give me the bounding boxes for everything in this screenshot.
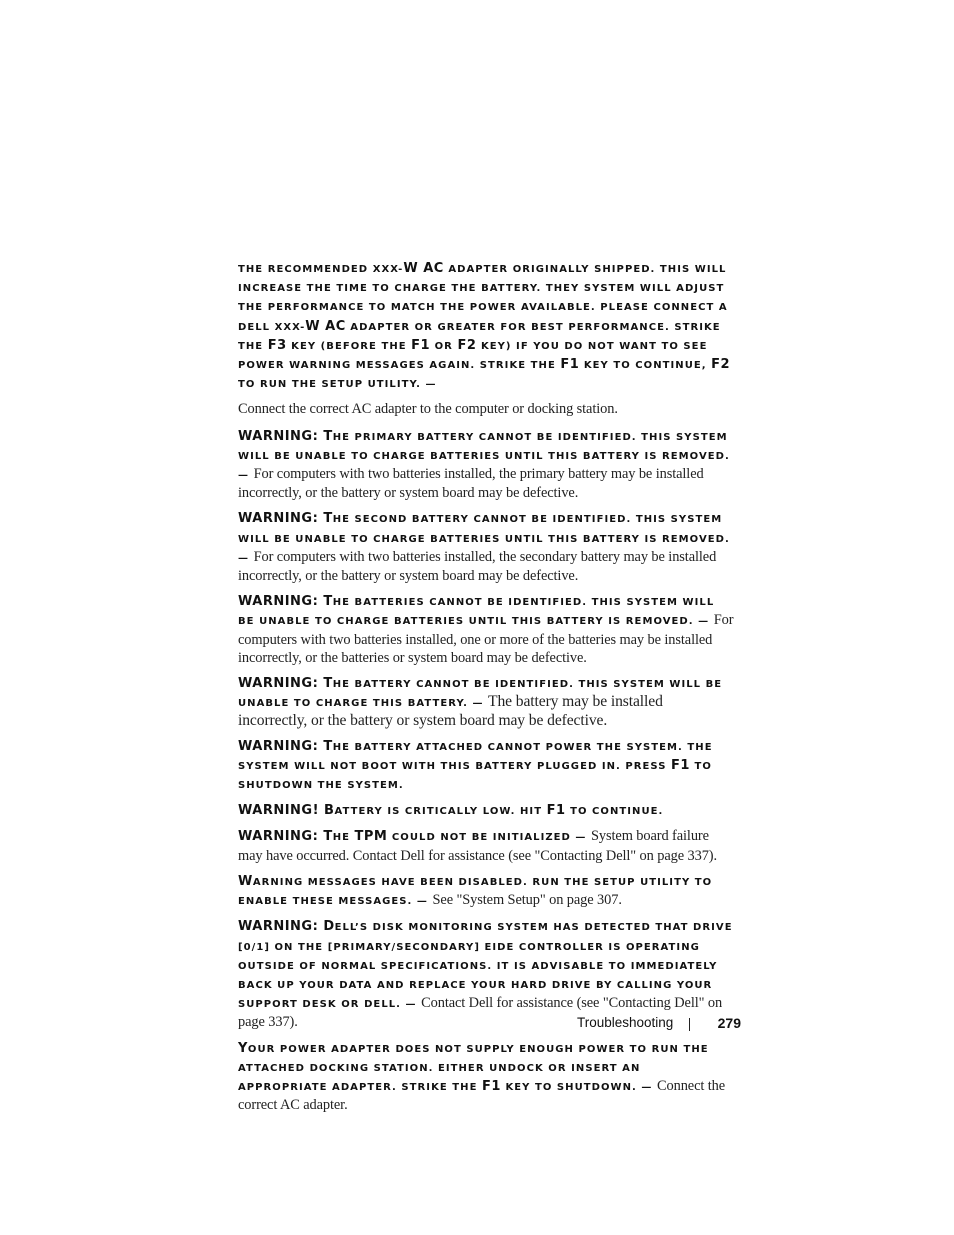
message-heading-text: KEY TO CONTINUE,: [579, 360, 712, 372]
message-heading-text: WARNING: T: [238, 594, 333, 610]
message-entry: [238, 400, 734, 418]
message-heading-text: WARNING: T: [238, 428, 333, 444]
message-heading-text: TO CONTINUE.: [565, 806, 664, 818]
message-entry: [238, 1039, 734, 1115]
message-heading-text: WARNING: D: [238, 919, 335, 935]
message-heading-text: ARNING MESSAGES HAVE BEEN DISABLED. RUN THE SETUP UTILITY TO ENABLE THESE MESSAGES. —: [238, 876, 713, 908]
message-heading-text: TO SHUTDOWN THE SYSTEM.: [238, 760, 712, 792]
description-text: The battery may be installed incorrectly, or the battery or system board may be defective.: [238, 693, 663, 730]
page-footer: [577, 1015, 742, 1035]
message-heading-text: KEY (BEFORE THE: [286, 340, 412, 352]
message-heading-text: HE BATTERIES CANNOT BE IDENTIFIED. THIS SYSTEM WILL BE UNABLE TO CHARGE BATTERIES UNTIL THIS BATTERY IS REMOVED. —: [238, 597, 715, 628]
description-text: For computers with two batteries installed, the primary battery may be installed incorrectly, or the battery or system board may be defective.: [238, 466, 704, 502]
page-number: 279: [717, 1015, 741, 1031]
message-entry: [238, 674, 734, 730]
description-text: Connect the correct AC adapter to the computer or docking station.: [238, 401, 618, 418]
message-entry: [238, 801, 734, 820]
message-heading-text: W AC: [305, 318, 346, 334]
message-heading-text: THE RECOMMENDED XXX-: [238, 264, 404, 275]
message-entry: [238, 509, 734, 585]
message-entry: [238, 827, 734, 864]
message-heading-text: HE BATTERY ATTACHED CANNOT POWER THE SYSTEM. THE SYSTEM WILL NOT BOOT WITH THIS BATTERY PLUGGED IN. PRESS: [238, 741, 713, 772]
message-heading-text: TPM: [354, 829, 388, 845]
message-heading-text: ADAPTER ORIGINALLY SHIPPED. THIS WILL INCREASE THE TIME TO CHARGE THE BATTERY. THEY SYSTEM WILL ADJUST THE PERFORMANCE TO MATCH THE POWER AVAILABLE. PLEASE CONNECT A DELL XXX-: [238, 264, 728, 333]
message-heading-text: WARNING: T: [238, 511, 333, 527]
message-heading-text: F1: [546, 803, 566, 819]
message-heading-text: TO RUN THE SETUP UTILITY. —: [238, 379, 437, 391]
message-heading-text: COULD NOT BE INITIALIZED —: [387, 832, 592, 844]
message-heading-text: Y: [238, 1040, 248, 1056]
description-text: See "System Setup" on page 307.: [432, 892, 622, 909]
message-heading-text: ADAPTER OR GREATER FOR BEST PERFORMANCE. STRIKE THE: [238, 321, 721, 352]
footer-divider: [689, 1018, 690, 1031]
message-entry: [238, 427, 734, 503]
message-heading-text: F1: [671, 757, 690, 773]
page-content: [238, 259, 734, 1121]
footer-section-title: Troubleshooting: [577, 1015, 674, 1030]
message-entry: [238, 259, 734, 393]
message-heading-text: W AC: [403, 261, 444, 276]
message-heading-text: WARNING: T: [238, 676, 333, 692]
description-text: System board failure may have occurred. Contact Dell for assistance (see "Contacting Dell" on page 337).: [238, 828, 717, 864]
message-heading-text: HE BATTERY CANNOT BE IDENTIFIED. THIS SYSTEM WILL BE UNABLE TO CHARGE THIS BATTERY. —: [238, 679, 723, 710]
message-entry: [238, 737, 734, 795]
message-heading-text: F1: [560, 357, 580, 373]
description-text: Contact Dell for assistance (see "Contacting Dell" on page 337).: [238, 995, 723, 1031]
message-heading-text: KEY) IF YOU DO NOT WANT TO SEE POWER WARNING MESSAGES AGAIN. STRIKE THE: [238, 340, 708, 372]
message-heading-text: WARNING: T: [238, 829, 333, 845]
message-heading-text: F3: [267, 337, 287, 353]
message-heading-text: F1: [481, 1078, 501, 1094]
message-heading-text: F2: [457, 337, 477, 353]
message-heading-text: HE PRIMARY BATTERY CANNOT BE IDENTIFIED. THIS SYSTEM WILL BE UNABLE TO CHARGE BATTERIES UNTIL THIS BATTERY IS REMOVED. —: [238, 431, 730, 482]
message-heading-text: F2: [711, 357, 731, 373]
message-heading-text: ATTERY IS CRITICALLY LOW. HIT: [334, 806, 547, 818]
description-text: Connect the correct AC adapter.: [238, 1077, 726, 1114]
message-heading-text: WARNING! B: [238, 803, 335, 819]
message-heading-text: W: [238, 873, 253, 889]
message-heading-text: HE: [332, 832, 355, 844]
message-heading-text: KEY TO SHUTDOWN. —: [500, 1081, 657, 1093]
message-entry: [238, 592, 734, 667]
message-heading-text: OR: [430, 340, 458, 352]
message-heading-text: HE SECOND BATTERY CANNOT BE IDENTIFIED. THIS SYSTEM WILL BE UNABLE TO CHARGE BATTERIES UNTIL THIS BATTERY IS REMOVED. —: [238, 514, 730, 564]
message-heading-text: WARNING: T: [238, 738, 333, 754]
message-entry: [238, 872, 734, 910]
message-heading-text: F1: [411, 337, 431, 353]
message-heading-text: ELL’S DISK MONITORING SYSTEM HAS DETECTED THAT DRIVE [0/1] ON THE [PRIMARY/SECONDARY] EIDE CONTROLLER IS OPERATING OUTSIDE OF NORMAL SPECIFICATIONS. IT IS ADVISABLE TO IMMEDIATELY BACK UP YOUR DATA AND REPLACE YOUR HARD DRIVE BY CALLING YOUR SUPPORT DESK OR DELL. —: [238, 922, 733, 1011]
description-text: For computers with two batteries installed, the secondary battery may be installed incorrectly, or the battery or system board may be defective.: [238, 548, 717, 585]
description-text: For computers with two batteries installed, one or more of the batteries may be installed incorrectly, or the batteries or system board may be defective.: [238, 612, 734, 666]
message-heading-text: OUR POWER ADAPTER DOES NOT SUPPLY ENOUGH POWER TO RUN THE ATTACHED DOCKING STATION. EITHER UNDOCK OR INSERT AN APPROPRIATE ADAPTER. STRIKE THE: [238, 1043, 709, 1093]
